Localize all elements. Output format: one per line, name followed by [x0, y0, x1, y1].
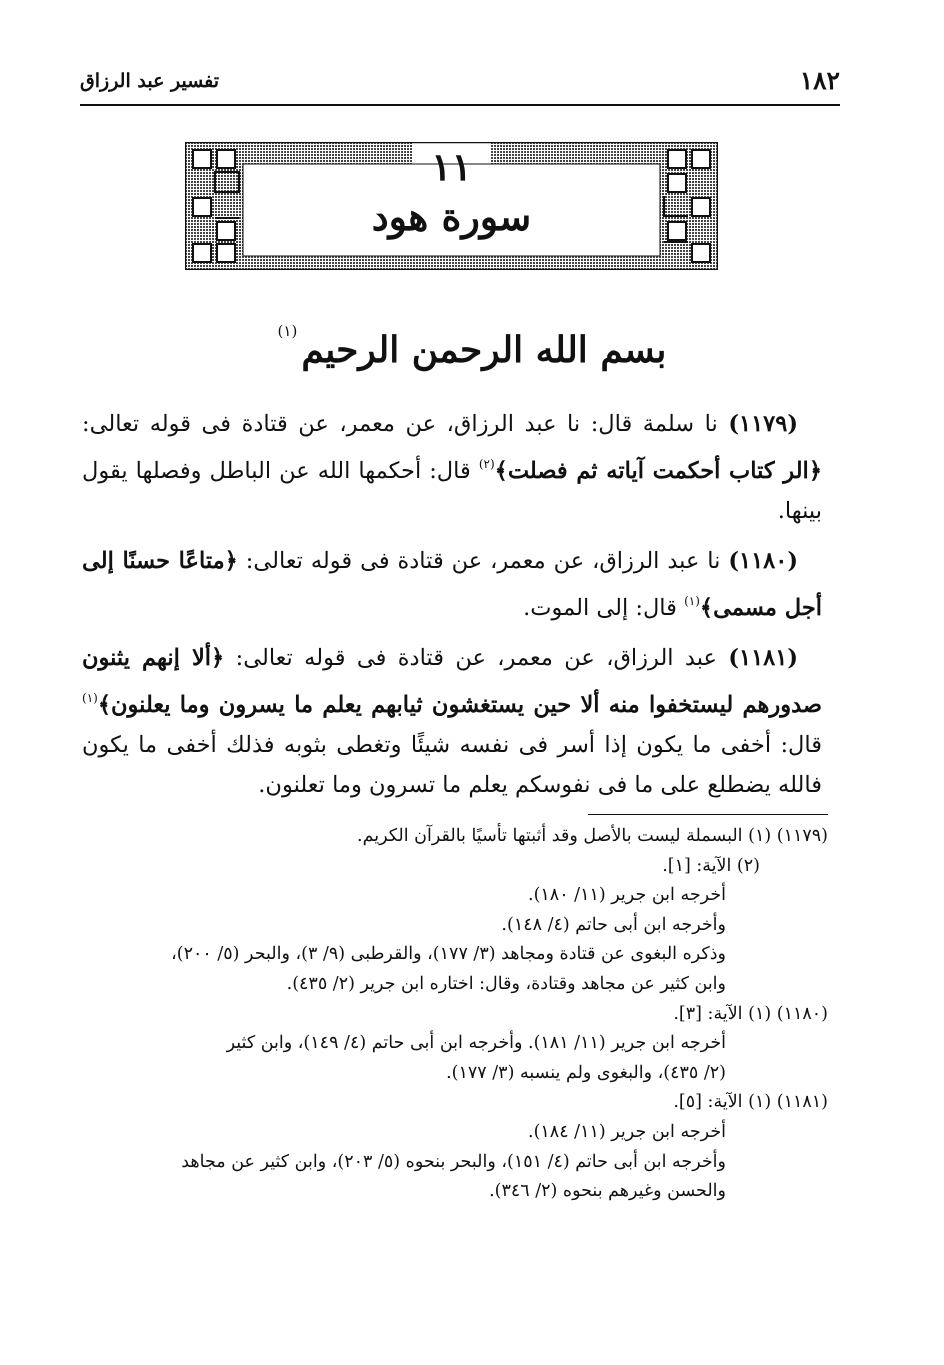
footnote-line: (١١٨٠) (١) الآية: [٣]. [673, 1003, 828, 1024]
footnote-line: أخرجه ابن جرير (١١/ ١٨٤). [528, 1121, 726, 1142]
header-rule [80, 104, 840, 106]
footnote-line: (٢) الآية: [١]. [662, 855, 760, 876]
footnote-ref: (٢) [478, 457, 495, 471]
quran-quote: ﴿الر كتاب أحكمت آياته ثم فصلت﴾ [494, 458, 822, 484]
paragraph-text: نا عبد الرزاق، عن معمر، عن قتادة فى قوله تعالى: [245, 548, 721, 574]
paragraph-text: قال: إلى الموت. [523, 595, 677, 621]
footnote-line: (١١٨١) (١) الآية: [٥]. [673, 1092, 828, 1113]
paragraph-1180 [82, 541, 822, 628]
main-text [82, 404, 822, 815]
footnote-line: (٢/ ٤٣٥)، والبغوى ولم ينسبه (٣/ ١٧٧). [446, 1062, 726, 1083]
quran-quote: ﴿متاعًا حسنًا إلى أجل مسمى﴾ [82, 548, 822, 621]
paragraph-text: قال: أحكمها الله عن الباطل وفصلها يقول بينها. [82, 458, 822, 524]
sura-banner [185, 142, 718, 270]
paragraph-text: عبد الرزاق، عن معمر، عن قتادة فى قوله تعالى: [235, 645, 717, 671]
book-title: تفسير عبد الرزاق [80, 70, 220, 92]
basmala-text: بسم الله الرحمن الرحيم [301, 329, 667, 371]
footnote-line: وأخرجه ابن أبى حاتم (٤/ ١٥١)، والبحر بنحوه (٥/ ٢٠٣)، وابن كثير عن مجاهد [181, 1151, 726, 1172]
footnote-line: أخرجه ابن جرير (١١/ ١٨٠). [528, 885, 726, 906]
footnote-line: والحسن وغيرهم بنحوه (٢/ ٣٤٦). [489, 1181, 726, 1202]
footnote-line: (١١٧٩) (١) البسملة ليست بالأصل وقد أثبتها تأسيًا بالقرآن الكريم. [357, 826, 828, 846]
basmala [0, 322, 944, 371]
basmala-footnote-ref: (١) [277, 322, 298, 340]
paragraph-text: قال: أخفى ما يكون إذا أسر فى نفسه شيئًا وتغطى بثوبه فذلك أخفى ما يكون فالله يضطلع على ما فى نفوسكم يعلم ما تسرون وما تعلنون. [82, 732, 822, 798]
footnote-line: وذكره البغوى عن قتادة ومجاهد (٣/ ١٧٧)، والقرطبى (٩/ ٣)، والبحر (٥/ ٢٠٠)، [171, 944, 726, 965]
sura-number: ١١ [431, 144, 472, 189]
hadith-number: (١١٨١) [728, 645, 799, 671]
hadith-number: (١١٧٩) [728, 411, 799, 437]
sura-name: سورة هود [371, 194, 532, 239]
footnote-line: وأخرجه ابن أبى حاتم (٤/ ١٤٨). [501, 914, 726, 935]
footnote-ref: (١) [684, 594, 700, 608]
quran-quote: ﴿ألا إنهم يثنون صدورهم ليستخفوا منه ألا حين يستغشون ثيابهم يعلم ما يسرون وما يعلنون﴾ [82, 645, 822, 718]
running-header [80, 60, 840, 100]
footnote-line: أخرجه ابن جرير (١١/ ١٨١). وأخرجه ابن أبى حاتم (٤/ ١٤٩)، وابن كثير [226, 1033, 726, 1054]
footnote-ref: (١) [82, 691, 98, 705]
paragraph-text: نا سلمة قال: نا عبد الرزاق، عن معمر، عن قتادة فى قوله تعالى: [82, 411, 718, 437]
paragraph-1181 [82, 638, 822, 805]
footnote-line: وابن كثير عن مجاهد وقتادة، وقال: اختاره ابن جرير (٢/ ٤٣٥). [286, 973, 726, 994]
hadith-number: (١١٨٠) [728, 548, 798, 574]
page-number: ١٨٢ [799, 66, 840, 95]
footnote-separator [588, 814, 828, 815]
paragraph-1179 [82, 404, 822, 531]
footnotes [82, 822, 828, 1207]
